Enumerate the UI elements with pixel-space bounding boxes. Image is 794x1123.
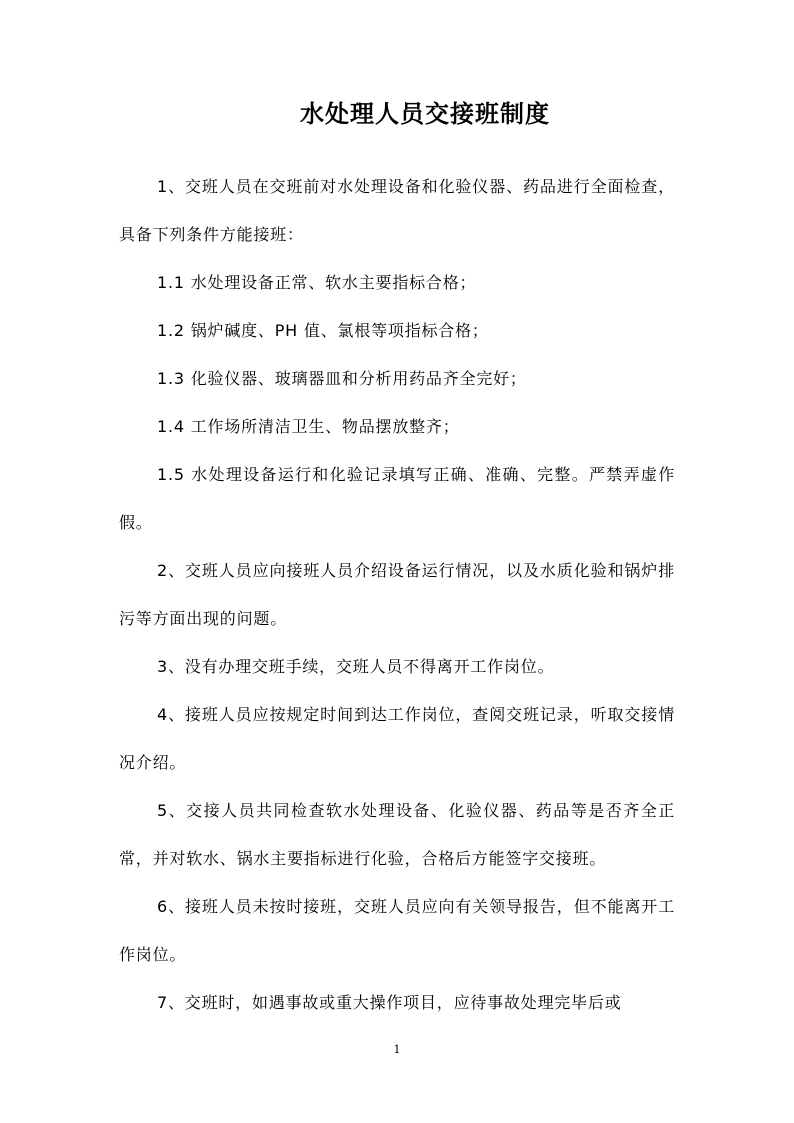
- paragraph: 5、交接人员共同检查软水处理设备、化验仪器、药品等是否齐全正常，并对软水、锅水主要指标进行化验，合格后方能签字交接班。: [119, 801, 675, 868]
- paragraph: 1.3 化验仪器、玻璃器皿和分析用药品齐全完好；: [157, 369, 527, 388]
- paragraph: 1.1 水处理设备正常、软水主要指标合格；: [157, 273, 477, 292]
- document-body: [119, 163, 675, 1027]
- paragraph: 1.2 锅炉碱度、PH 值、氯根等项指标合格；: [157, 321, 489, 340]
- paragraph: 1.5 水处理设备运行和化验记录填写正确、准确、完整。严禁弄虚作假。: [119, 465, 675, 532]
- paragraph: 1、交班人员在交班前对水处理设备和化验仪器、药品进行全面检查，具备下列条件方能接班：: [119, 177, 675, 244]
- document-title: 水处理人员交接班制度: [300, 99, 550, 128]
- paragraph: 2、交班人员应向接班人员介绍设备运行情况，以及水质化验和锅炉排污等方面出现的问题。: [119, 561, 675, 628]
- page-number: 1: [393, 1043, 401, 1056]
- paragraph: 3、没有办理交班手续，交班人员不得离开工作岗位。: [157, 657, 555, 676]
- paragraph: 1.4 工作场所清洁卫生、物品摆放整齐；: [157, 417, 460, 436]
- paragraph: 7、交班时，如遇事故或重大操作项目，应待事故处理完毕后或: [157, 993, 622, 1012]
- paragraph: 4、接班人员应按规定时间到达工作岗位，查阅交班记录，听取交接情况介绍。: [119, 705, 675, 772]
- paragraph: 6、接班人员未按时接班，交班人员应向有关领导报告，但不能离开工作岗位。: [119, 897, 675, 964]
